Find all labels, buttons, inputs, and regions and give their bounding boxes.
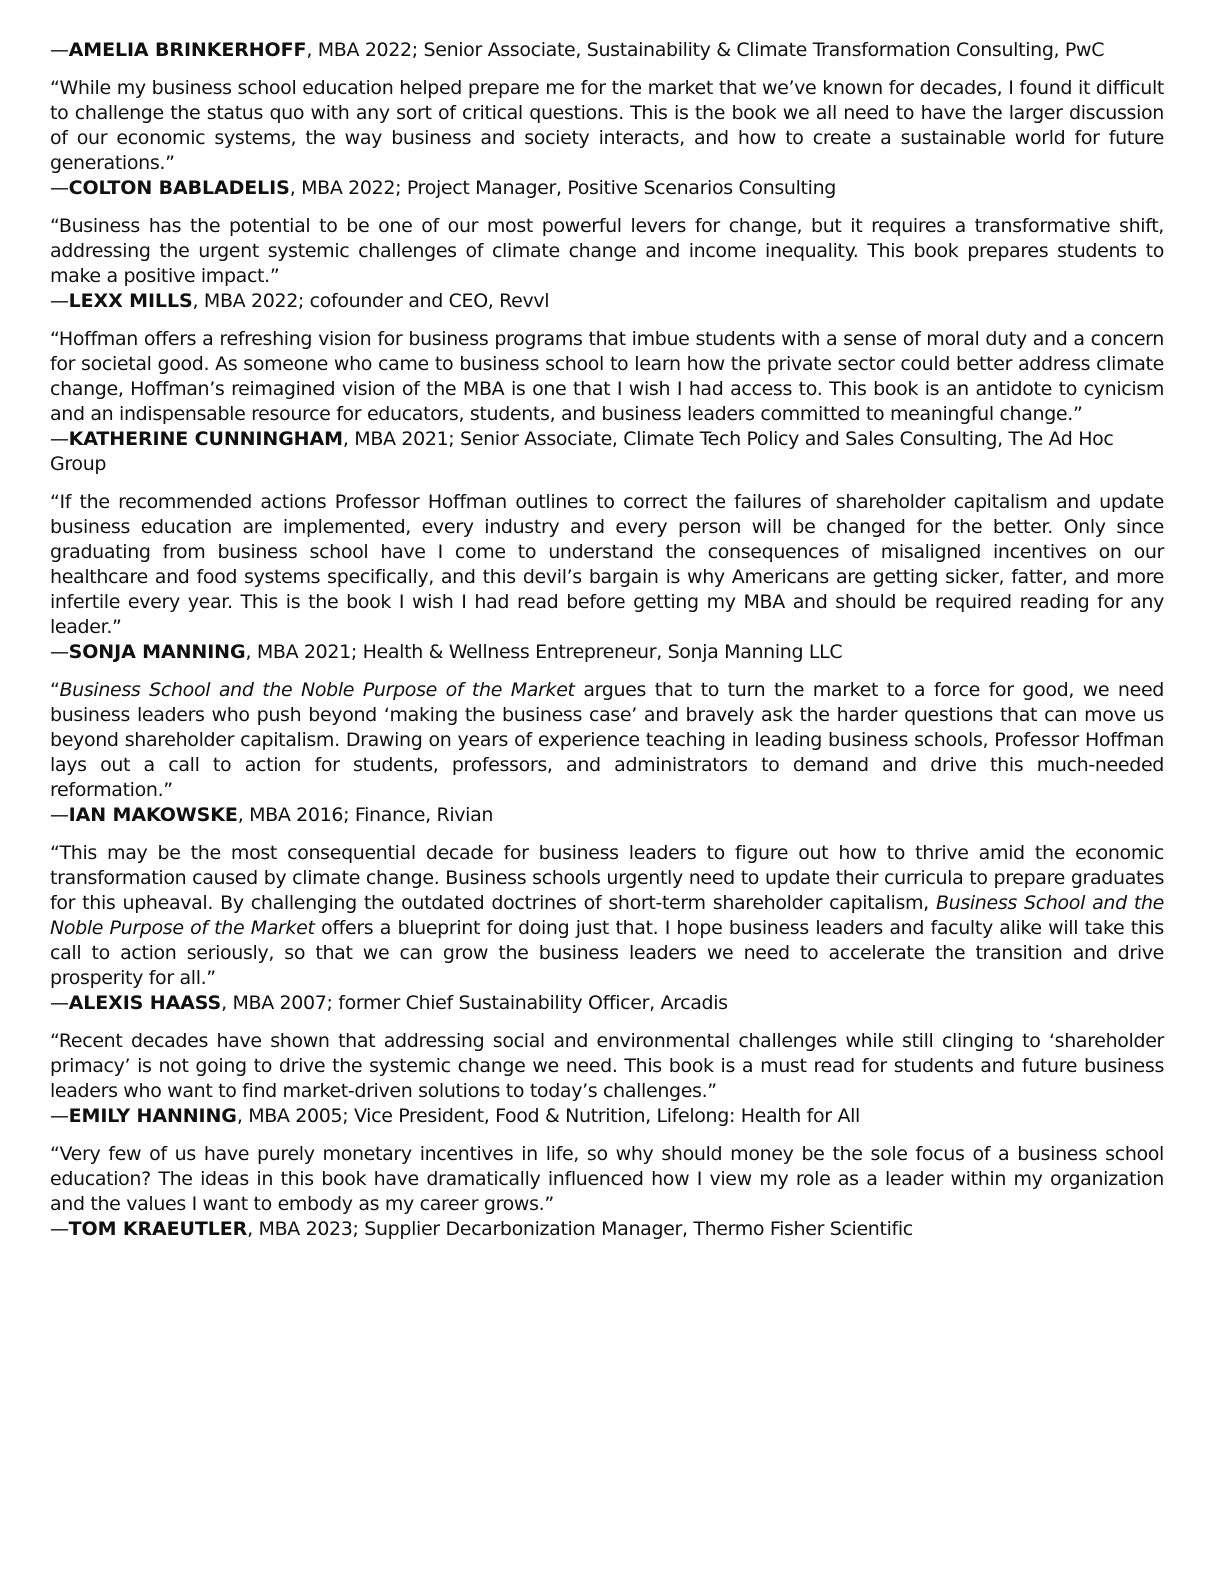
endorser-credential: , MBA 2021; Health & Wellness Entrepreneur, Sonja Manning LLC (245, 641, 843, 663)
endorsement-blurb (50, 490, 1164, 665)
endorsement-blurb (50, 76, 1164, 201)
attribution (50, 176, 1164, 201)
em-dash (50, 177, 69, 199)
endorser-name: LEXX MILLS (68, 290, 193, 312)
quote-text: “If the recommended actions Professor Hoffman outlines to correct the failures of shareholder capitalism and update business education are implemented, every industry and every person will be changed for the better. Only since graduating from business school have I come to understand the consequences of misaligned incentives on our healthcare and food systems specifically, and this devil’s bargain is why Americans are getting sicker, fatter, and more infertile every year. This is the book I wish I had read before getting my MBA and should be required reading for any leader.” (50, 491, 1164, 638)
endorser-name: SONJA MANNING (68, 641, 246, 663)
attribution (50, 1217, 1164, 1242)
book-title: Business School and the Noble Purpose of the Market (59, 679, 575, 701)
quote-text: “This may be the most consequential decade for business leaders to figure out how to thrive amid the economic transformation caused by climate change. Business schools urgently need to update their curricula to prepare graduates for this upheaval. By challenging the outdated doctrines of short-term shareholder capitalism, (50, 842, 1164, 914)
quote-text: “Hoffman offers a refreshing vision for business programs that imbue students with a sense of moral duty and a concern for societal good. As someone who came to business school to learn how the private sector could better address climate change, Hoffman’s reimagined vision of the MBA is one that I wish I had access to. This book is an antidote to cynicism and an indispensable resource for educators, students, and business leaders committed to meaningful change.” (50, 328, 1164, 425)
attribution (50, 640, 1164, 665)
em-dash (50, 804, 69, 826)
em-dash (50, 1105, 69, 1127)
endorser-credential: , MBA 2007; former Chief Sustainability Officer, Arcadis (221, 992, 728, 1014)
em-dash (50, 1218, 69, 1240)
endorsement-quote (50, 214, 1164, 289)
endorsement-blurb (50, 214, 1164, 314)
endorsement-blurb (50, 1142, 1164, 1242)
endorser-name: EMILY HANNING (68, 1105, 237, 1127)
em-dash (50, 641, 69, 663)
endorser-credential: , MBA 2023; Supplier Decarbonization Manager, Thermo Fisher Scientific (247, 1218, 913, 1240)
endorser-credential: , MBA 2022; Project Manager, Positive Scenarios Consulting (289, 177, 836, 199)
quote-text: “Very few of us have purely monetary incentives in life, so why should money be the sole focus of a business school education? The ideas in this book have dramatically influenced how I view my role as a leader within my organization and the values I want to embody as my career grows.” (50, 1143, 1164, 1215)
attribution (50, 427, 1164, 477)
endorser-name: TOM KRAEUTLER (68, 1218, 248, 1240)
attribution (50, 803, 1164, 828)
endorsement-quote (50, 1142, 1164, 1217)
endorser-name: ALEXIS HAASS (68, 992, 222, 1014)
book-title: Business School and the Noble Purpose of the Market (50, 892, 1165, 939)
quote-text: argues that to turn the market to a force for good, we need business leaders who push beyond ‘making the business case’ and bravely ask the harder questions that can move us beyond shareholder capitalism. Drawing on years of experience teaching in leading business schools, Professor Hoffman lays out a call to action for students, professors, and administrators to demand and drive this much-needed reformation.” (50, 679, 1164, 801)
endorsement-quote (50, 1029, 1164, 1104)
attribution (50, 38, 1164, 63)
quote-text: “Recent decades have shown that addressing social and environmental challenges while still clinging to ‘shareholder primacy’ is not going to drive the systemic change we need. This book is a must read for students and future business leaders who want to find market-driven solutions to today’s challenges.” (50, 1030, 1164, 1102)
endorsement-quote (50, 327, 1164, 427)
endorser-credential: , MBA 2021; Senior Associate, Climate Tech Policy and Sales Consulting, The Ad Hoc Group (50, 428, 1114, 475)
endorser-name: IAN MAKOWSKE (68, 804, 238, 826)
quote-text: “While my business school education helped prepare me for the market that we’ve known for decades, I found it difficult to challenge the status quo with any sort of critical questions. This is the book we all need to have the larger discussion of our economic systems, the way business and society interacts, and how to create a sustainable world for future generations.” (50, 77, 1164, 174)
em-dash (50, 290, 69, 312)
endorsements-page (50, 38, 1164, 1255)
quote-text: “Business has the potential to be one of our most powerful levers for change, but it requires a transformative shift, addressing the urgent systemic challenges of climate change and income inequality. This book prepares students to make a positive impact.” (50, 215, 1164, 287)
endorser-credential: , MBA 2016; Finance, Rivian (237, 804, 494, 826)
endorsement-blurb (50, 1029, 1164, 1129)
quote-text: offers a blueprint for doing just that. I hope business leaders and faculty alike will take this call to action seriously, so that we can grow the business leaders we need to accelerate the transition and drive prosperity for all.” (50, 917, 1164, 989)
endorsement-blurb (50, 327, 1164, 477)
em-dash (50, 428, 69, 450)
endorsement-quote (50, 678, 1164, 803)
em-dash (50, 39, 69, 61)
attribution (50, 1104, 1164, 1129)
endorser-name: KATHERINE CUNNINGHAM (68, 428, 343, 450)
endorser-name: AMELIA BRINKERHOFF (68, 39, 307, 61)
endorser-credential: , MBA 2022; cofounder and CEO, Revvl (192, 290, 550, 312)
endorser-name: COLTON BABLADELIS (68, 177, 290, 199)
endorsement-blurb (50, 678, 1164, 828)
endorsement-quote (50, 490, 1164, 640)
endorser-credential: , MBA 2005; Vice President, Food & Nutrition, Lifelong: Health for All (236, 1105, 860, 1127)
endorsement-quote (50, 841, 1164, 991)
quote-open: “ (50, 679, 60, 701)
endorsement-quote (50, 76, 1164, 176)
attribution (50, 289, 1164, 314)
endorsement-blurb (50, 841, 1164, 1016)
endorser-credential: , MBA 2022; Senior Associate, Sustainability & Climate Transformation Consulting, PwC (306, 39, 1105, 61)
attribution (50, 991, 1164, 1016)
em-dash (50, 992, 69, 1014)
